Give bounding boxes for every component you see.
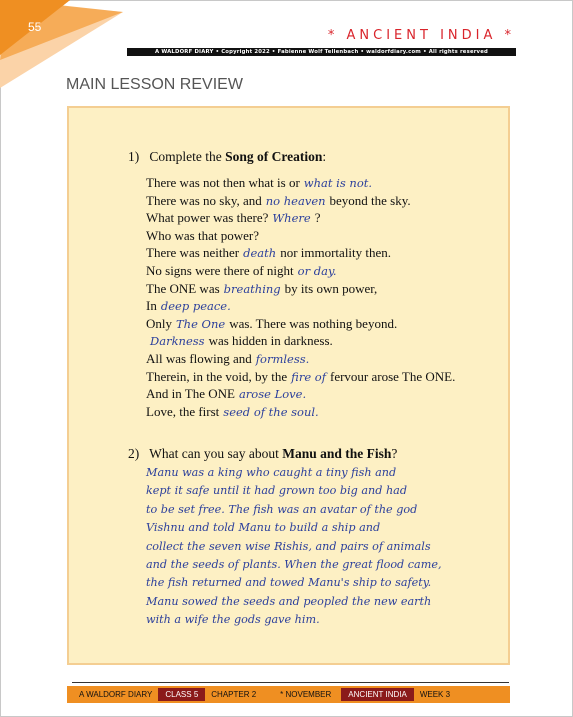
line-text: Only [146,315,172,331]
handwritten-answer: Where [272,211,311,226]
handwritten-answer-line: Manu was a king who caught a tiny fish and [146,466,397,479]
handwritten-answer-line: the fish returned and towed Manu's ship to safety. [146,576,432,590]
question-topic: Song of Creation [225,149,323,164]
song-line [146,385,310,403]
footer-class: CLASS 5 [158,688,205,701]
line-text: No signs were there of night [146,263,294,278]
line-text: fervour arose The ONE. [329,368,456,384]
song-line [146,192,411,210]
line-text: Therein, in the void, by the [146,368,288,384]
line-text: In [146,298,157,314]
song-line [146,368,455,386]
handwritten-answer: breathing [223,281,281,296]
question-1-heading [128,149,326,165]
question-topic: Manu and the Fish [282,446,392,461]
song-line [146,315,397,333]
line-text: nor immortality then. [280,245,392,261]
line-text: was hidden in darkness. [208,333,333,349]
footer-chapter: CHAPTER 2 [211,690,257,699]
footer-diary: A WALDORF DIARY [79,690,153,699]
section-title: MAIN LESSON REVIEW [66,76,243,93]
handwritten-answer: or day. [297,264,337,278]
line-text: There was not then what is or [146,175,300,190]
footer-month: * NOVEMBER [280,690,332,699]
line-text: All was flowing and [146,351,252,366]
song-line [146,209,320,227]
copyright-bar: A WALDORF DIARY • Copyright 2022 • Fabienne Wolf Tellenbach • waldorfdiary.com • All rights reserved [127,48,516,56]
line-text: There was no sky, and [146,192,262,208]
line-text: was. There was nothing beyond. [229,315,398,331]
song-line [146,227,259,245]
footer-week: WEEK 3 [419,690,451,699]
handwritten-answer: deep peace. [160,299,231,314]
line-text: by its own power, [284,280,378,296]
handwritten-answer: The One [176,316,226,331]
handwritten-answer-line: Vishnu and told Manu to build a ship and [146,521,381,535]
line-text: Who was that power? [146,227,259,243]
song-line [146,297,235,315]
question-suffix: ? [391,446,398,461]
line-text: And in The ONE [146,386,235,402]
page-number: 55 [28,20,42,34]
line-text: The ONE was [146,280,220,296]
handwritten-answer-line: and the seeds of plants. When the great flood came, [146,558,442,571]
line-text: What power was there? [146,210,269,226]
footer-subject: ANCIENT INDIA [341,688,414,701]
header-title: * ANCIENT INDIA * [327,28,515,43]
handwritten-answer-line: Manu sowed the seeds and peopled the new earth [146,594,432,608]
handwritten-answer: no heaven [265,193,326,208]
question-text: What can you say about [149,446,283,461]
question-text: Complete the [149,149,226,164]
song-line [146,244,391,262]
question-number: 2) [128,446,140,461]
handwritten-answer: formless. [255,352,310,366]
handwritten-answer-line: to be set free. The fish was an avatar of the god [146,502,418,516]
handwritten-answer: arose Love. [238,387,307,402]
song-line [146,403,323,421]
song-line [146,280,377,298]
handwritten-answer-line: kept it safe until it had grown too big and had [146,484,408,498]
song-line [146,332,333,350]
line-text: beyond the sky. [329,192,411,208]
line-text: There was neither [146,245,240,261]
handwritten-answer: seed of the soul. [223,404,319,419]
handwritten-answer-line: with a wife the gods gave him. [146,613,320,627]
song-line [146,174,376,192]
song-line [146,350,313,368]
handwritten-answer: death [243,246,277,261]
question-2-heading [128,446,397,462]
question-number: 1) [128,149,140,164]
handwritten-answer: fire of [291,369,326,384]
handwritten-answer: what is not. [303,176,373,190]
footer-rule [72,682,509,683]
question-suffix: : [322,149,327,164]
line-text: ? [314,210,321,226]
handwritten-answer: Darkness [150,334,205,349]
footer-bar [67,686,510,703]
handwritten-answer-line: collect the seven wise Rishis, and pairs of animals [146,539,431,553]
song-line [146,262,341,280]
line-text: Love, the first [146,403,220,419]
